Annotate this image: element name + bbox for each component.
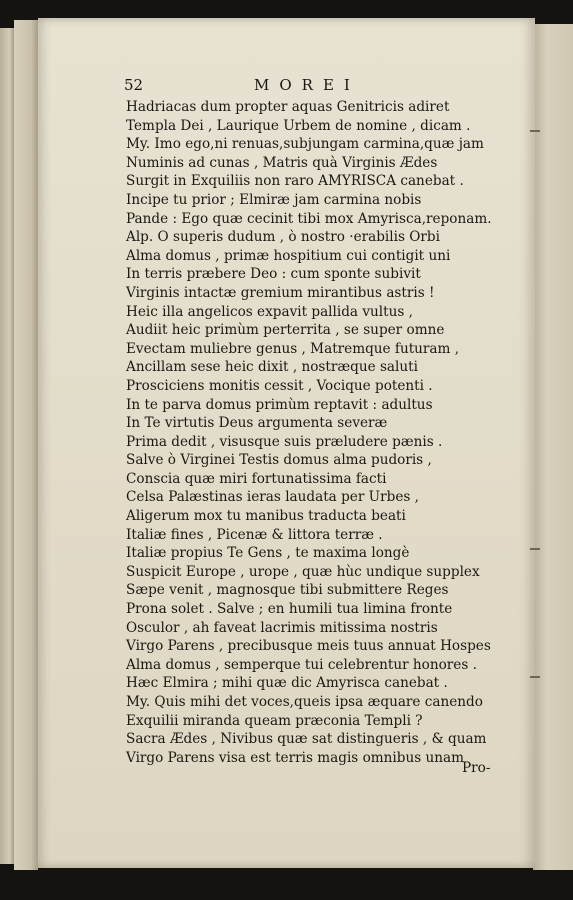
text-line: Virgo Parens visa est terris magis omnibus unam [126,749,465,766]
page-number: 52 [124,76,144,94]
text-line: In terris præbere Deo : cum sponte subivit [126,266,421,283]
running-title: MOREI [254,76,360,94]
page-header [124,76,484,98]
text-line: Aligerum mox tu manibus traducta beati [126,508,406,525]
text-line: Numinis ad cunas , Matris quà Virginis Ædes [126,154,438,171]
text-line: Pande : Ego quæ cecinit tibi mox Amyrisca,reponam. [126,210,492,227]
text-line: My. Imo ego,ni renuas,subjungam carmina,quæ jam [126,136,484,153]
text-line: Templa Dei , Laurique Urbem de nomine , dicam . [126,117,471,134]
text-line: Celsa Palæstinas ieras laudata per Urbes , [126,489,419,506]
text-line: Alp. O superis dudum , ò nostro ·erabilis Orbi [126,229,440,246]
binding-thread [530,130,540,132]
text-line: Sæpe venit , magnosque tibi submittere Reges [126,582,449,599]
text-line: Sacra Ædes , Nivibus quæ sat distingueris , & quam [126,731,487,748]
text-line: Conscia quæ miri fortunatissima facti [126,470,387,487]
text-line: In Te virtutis Deus argumenta severæ [126,415,388,432]
text-line: Prona solet . Salve ; en humili tua limina fronte [126,601,453,618]
text-line: Hadriacas dum propter aquas Genitricis adiret [126,99,450,115]
text-line: My. Quis mihi det voces,queis ipsa æquare canendo [126,694,483,710]
catchword: Pro- [462,760,491,776]
text-line: Heic illa angelicos expavit pallida vultus , [126,303,413,320]
text-line: Virginis intactæ gremium mirantibus astris ! [126,284,435,301]
text-line: Italiæ propius Te Gens , te maxima longè [126,545,410,562]
text-line: Audiit heic primùm perterrita , se super omne [126,322,445,339]
text-line: Exquilii miranda queam præconia Templi ? [126,712,423,729]
text-line: Osculor , ah faveat lacrimis mitissima nostris [126,619,438,636]
text-line: Italiæ fines , Picenæ & littora terræ . [126,526,383,543]
text-line: Prima dedit , visusque suis præludere pænis . [126,433,443,450]
text-line: Incipe tu prior ; Elmiræ jam carmina nobis [126,191,422,208]
text-line: Virgo Parens , precibusque meis tuus annuat Hospes [126,638,491,655]
page-gutter [14,20,38,870]
text-line: Ancillam sese heic dixit , nostræque saluti [126,359,418,376]
text-line: Prosciciens monitis cessit , Vocique potenti . [126,377,433,394]
text-line: Hæc Elmira ; mihi quæ dic Amyrisca canebat . [126,675,448,692]
text-line: Salve ò Virginei Testis domus alma pudoris , [126,452,432,469]
binding-thread [530,548,540,550]
text-line: Suspicit Europe , urope , quæ hùc undique supplex [126,563,480,580]
text-line: In te parva domus primùm reptavit : adultus [126,396,433,413]
verse-text [126,98,508,767]
binding-thread [530,676,540,678]
text-line: Alma domus , semperque tui celebrentur honores . [126,656,477,673]
text-line: Surgit in Exquiliis non raro AMYRISCA canebat . [126,173,464,190]
text-line: Evectam muliebre genus , Matremque futuram , [126,340,460,357]
text-line: Alma domus , primæ hospitium cui contigit uni [126,247,451,264]
next-page-edge [533,24,573,870]
